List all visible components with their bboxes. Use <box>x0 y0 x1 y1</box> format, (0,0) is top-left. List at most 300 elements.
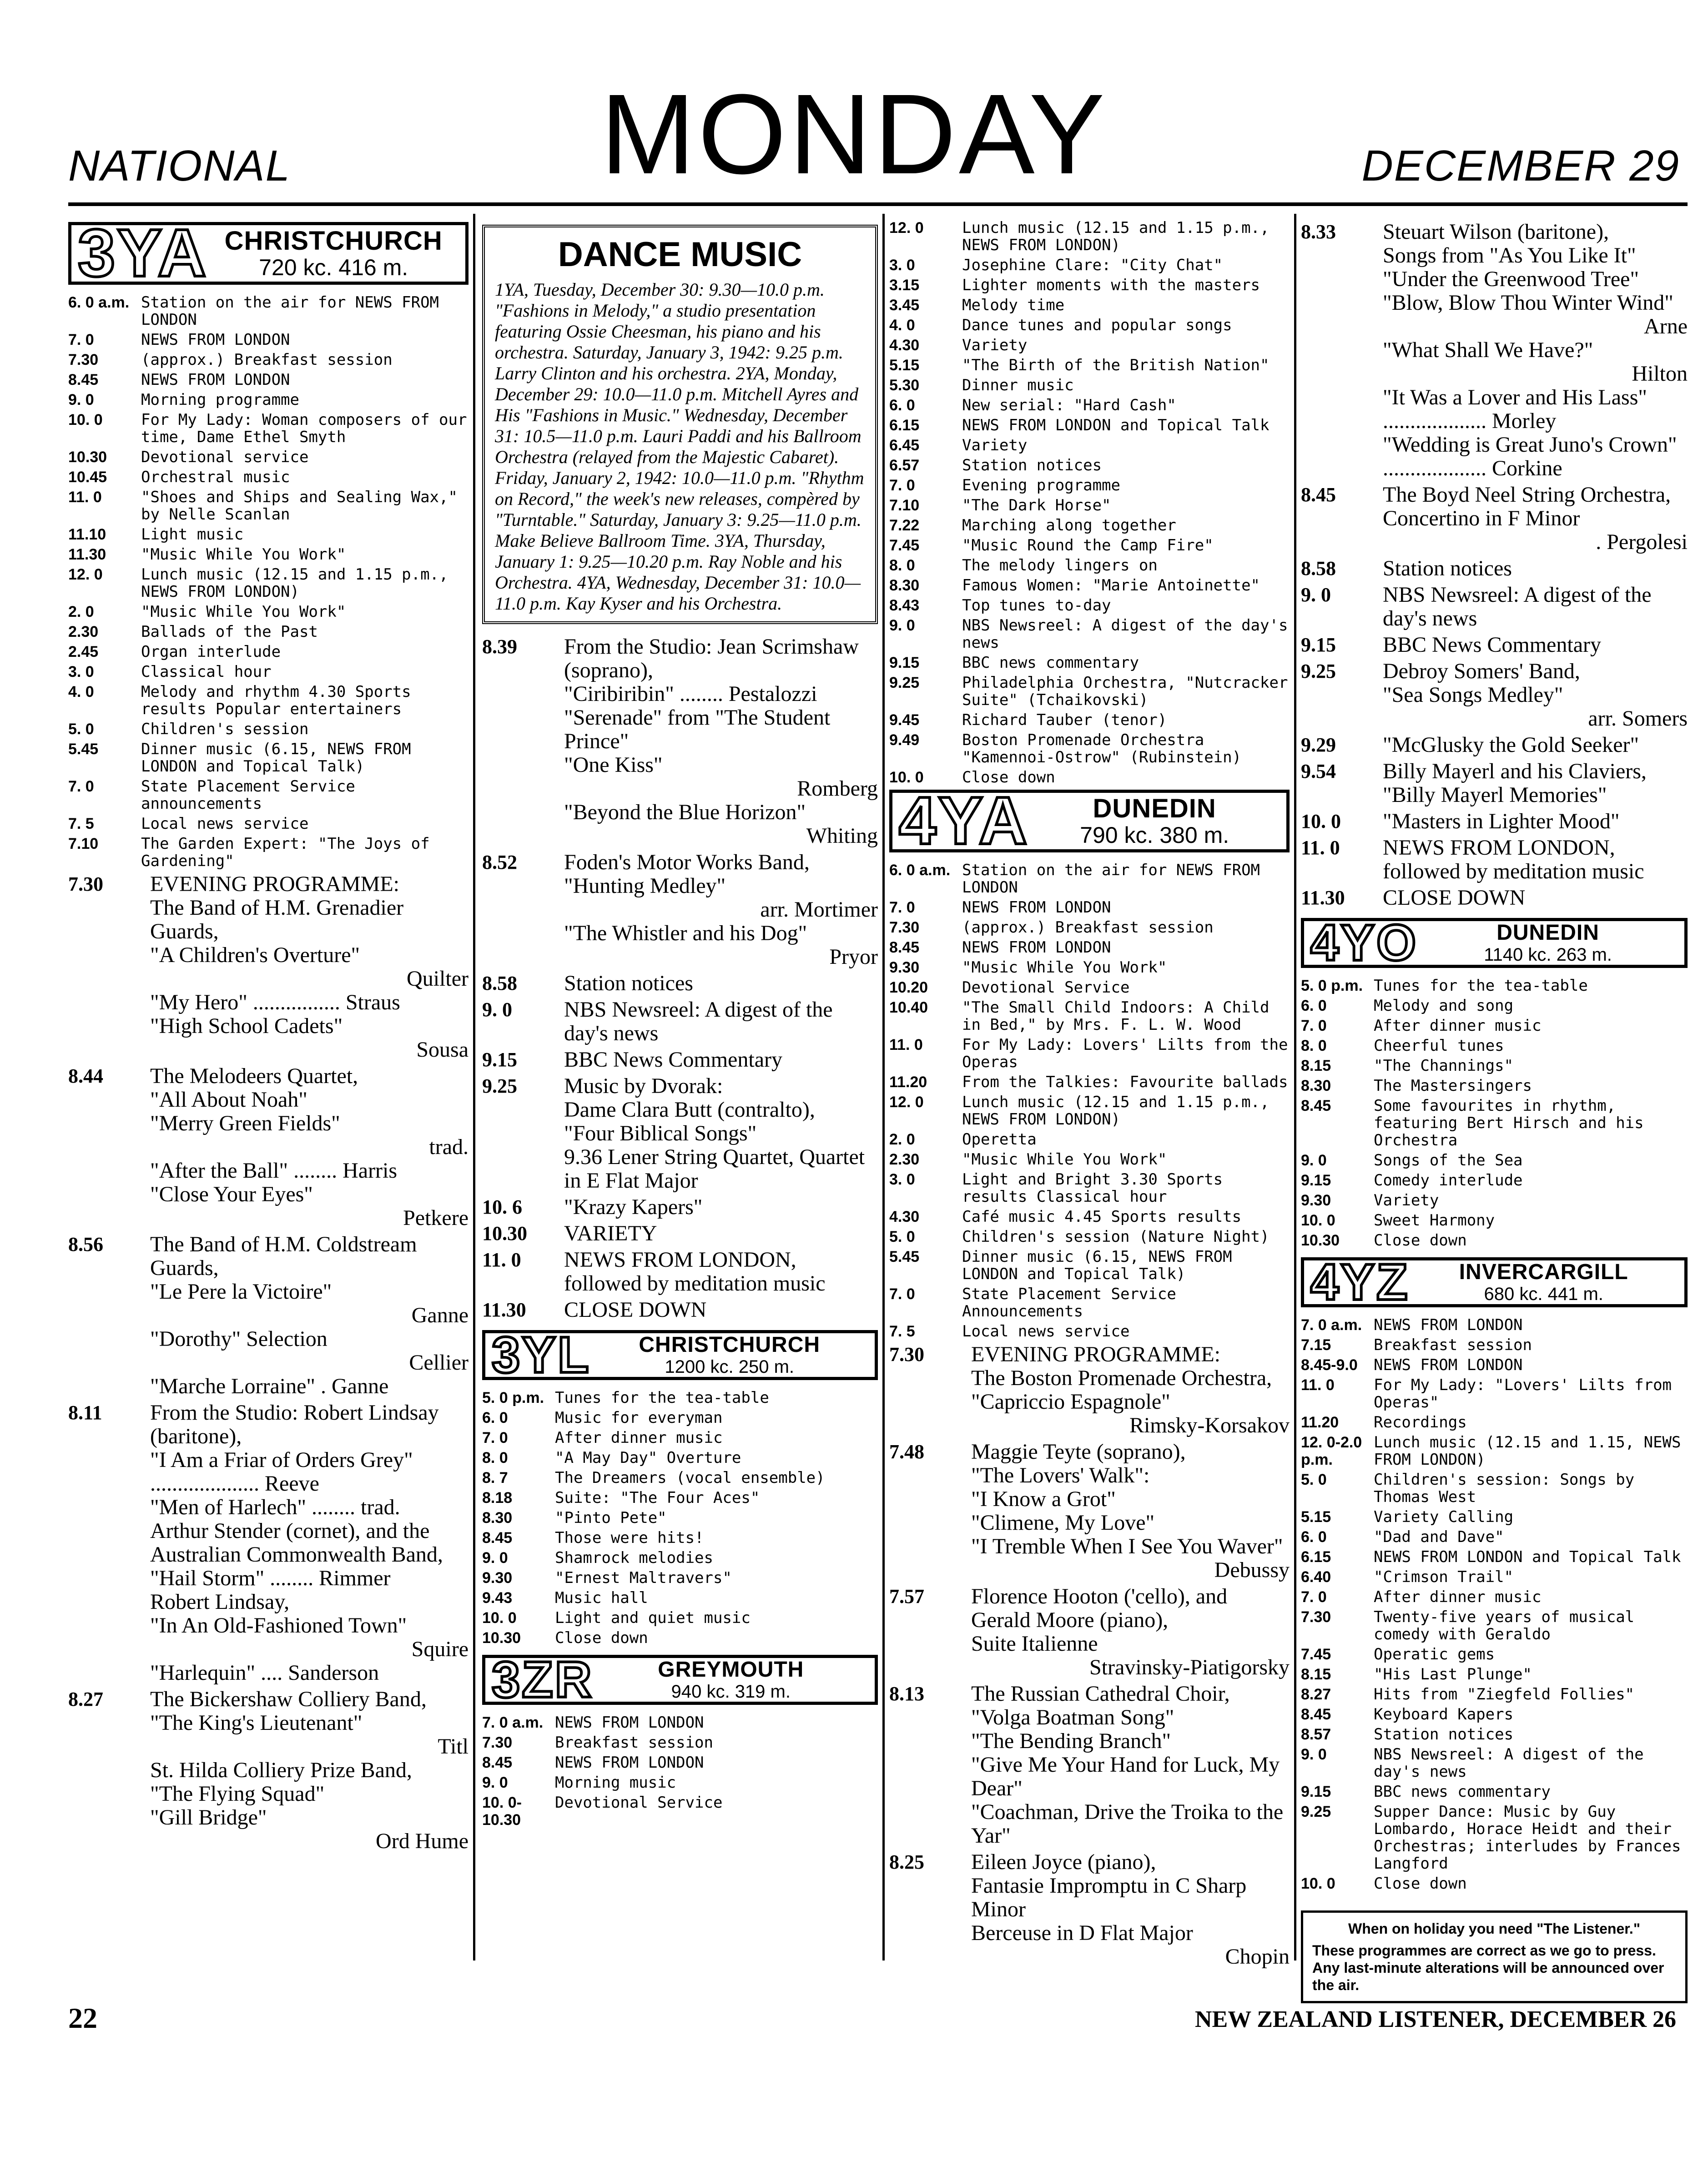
programme-text <box>564 1074 878 1193</box>
list-item <box>889 1323 1290 1340</box>
list-item <box>482 972 878 995</box>
list-item <box>1301 1568 1688 1586</box>
dance-music-box <box>482 225 878 624</box>
time-label: 8.25 <box>889 1851 924 1873</box>
time-label: 8.39 <box>482 635 517 658</box>
programme-text: Breakfast session <box>1374 1336 1532 1354</box>
programme-line: "Climene, My Love" <box>971 1511 1155 1535</box>
time-label: 8.45 <box>889 939 920 956</box>
programme-text: Evening programme <box>962 476 1120 494</box>
station-name: DUNEDIN <box>1093 794 1216 823</box>
list-item <box>1301 997 1688 1014</box>
programme-text <box>1383 633 1688 657</box>
time-label: 8.57 <box>1301 1726 1331 1743</box>
time-label: 6. 0 <box>889 397 915 414</box>
list-item <box>889 999 1290 1033</box>
time-label: 7.30 <box>482 1734 513 1751</box>
programme-line: Romberg <box>797 776 878 801</box>
time-label: 7.22 <box>889 517 920 534</box>
time-label: 2.30 <box>68 623 99 640</box>
programme-text: NBS Newsreel: A digest of the day's news <box>962 616 1288 652</box>
list-item <box>1301 1508 1688 1526</box>
programme-line: "Marche Lorraine" . Ganne <box>150 1374 389 1398</box>
time-label: 10. 0 <box>889 769 924 786</box>
programme-line: Songs from "As You Like It" <box>1383 243 1636 267</box>
list-item <box>68 469 469 486</box>
programme-text: New serial: "Hard Cash" <box>962 396 1176 414</box>
programme-line: "The Bending Branch" <box>971 1729 1171 1753</box>
time-label: 8.11 <box>68 1401 102 1424</box>
time-label: 11. 0 <box>1301 837 1340 859</box>
list-item <box>889 731 1290 766</box>
station-info <box>1409 1260 1678 1304</box>
programme-line: "After the Ball" ........ Harris <box>150 1159 398 1183</box>
list-item <box>1301 886 1688 910</box>
time-label: 10.45 <box>68 469 107 486</box>
programme-line: Cellier <box>409 1351 469 1375</box>
list-item <box>68 603 469 620</box>
list-item <box>68 294 469 328</box>
programme-line: Rimsky-Korsakov <box>1129 1413 1290 1437</box>
programme-line: "Wedding is Great Juno's Crown" ................... Corkine <box>1383 433 1677 480</box>
list-item <box>1301 1686 1688 1703</box>
programme-text <box>564 635 878 848</box>
programme-line: Berceuse in D Flat Major <box>971 1921 1193 1945</box>
time-label: 9. 0 <box>1301 584 1331 606</box>
station-badge <box>1301 1254 1688 1310</box>
page-title: MONDAY <box>600 71 1108 197</box>
programme-text <box>971 1585 1290 1679</box>
programme-text: Devotional Service <box>555 1794 723 1812</box>
list-item <box>68 623 469 640</box>
programme-line: CLOSE DOWN <box>1383 886 1526 910</box>
column-divider <box>882 214 885 1960</box>
programme-text: Operatic gems <box>1374 1645 1495 1663</box>
time-label: 10.40 <box>889 999 928 1016</box>
station-info <box>1418 921 1678 965</box>
list-item <box>482 1298 878 1322</box>
time-label: 5.15 <box>889 357 920 374</box>
time-label: 8.45 <box>482 1529 513 1547</box>
time-label: 8.45 <box>68 371 99 388</box>
list-item <box>1301 1232 1688 1249</box>
time-label: 2.30 <box>889 1151 920 1168</box>
programme-text: Devotional service <box>141 448 309 466</box>
programme-text: "A May Day" Overture <box>555 1449 741 1467</box>
programme-text: Variety <box>962 336 1028 354</box>
time-label: 6.15 <box>889 417 920 434</box>
time-label: 10. 6 <box>482 1196 522 1218</box>
programme-text: Variety Calling <box>1374 1508 1514 1526</box>
list-item <box>68 546 469 563</box>
list-item <box>1301 733 1688 757</box>
programme-text: Tunes for the tea-table <box>1374 977 1588 995</box>
time-label: 9.45 <box>889 711 920 729</box>
programme-text: The Garden Expert: "The Joys of Gardening" <box>141 835 430 870</box>
header-left: NATIONAL <box>68 141 291 190</box>
programme-text <box>1383 733 1688 757</box>
programme-line: VARIETY <box>564 1221 657 1245</box>
time-label: 10.30 <box>482 1629 521 1647</box>
programme-text: Local news service <box>141 815 309 833</box>
programme-text: "Music While You Work" <box>962 1150 1167 1169</box>
station-badge <box>482 1651 878 1708</box>
time-label: 9.43 <box>482 1589 513 1607</box>
station-call-sign: 3ZR <box>492 1651 594 1708</box>
column-4 <box>1301 218 1688 2003</box>
time-label: 3. 0 <box>889 1171 915 1188</box>
programme-text <box>1383 760 1688 807</box>
programme-text <box>150 1233 469 1398</box>
station-badge <box>482 1326 878 1383</box>
time-label: 6. 0 <box>1301 997 1327 1014</box>
programme-line: Debroy Somers' Band, <box>1383 659 1580 683</box>
list-item <box>482 1754 878 1771</box>
list-item <box>482 1569 878 1587</box>
station-frequency: 1200 kc. 250 m. <box>665 1357 794 1377</box>
list-item <box>889 577 1290 594</box>
station-frequency: 1140 kc. 263 m. <box>1484 945 1612 965</box>
programme-text: Cheerful tunes <box>1374 1037 1504 1055</box>
time-label: 8. 7 <box>482 1469 508 1487</box>
list-item <box>1301 977 1688 994</box>
programme-text: Songs of the Sea <box>1374 1151 1523 1169</box>
list-item <box>1301 1172 1688 1189</box>
header-rule <box>68 202 1688 206</box>
list-item <box>1301 557 1688 580</box>
list-item <box>68 1688 469 1853</box>
time-label: 8.45-9.0 <box>1301 1356 1358 1374</box>
list-item <box>1301 1316 1688 1334</box>
programme-text: After dinner music <box>1374 1017 1542 1035</box>
time-label: 9.30 <box>482 1569 513 1587</box>
programme-text <box>564 998 878 1045</box>
list-item <box>889 597 1290 614</box>
programme-line: "Hunting Medley" <box>564 874 726 898</box>
list-item <box>1301 1783 1688 1800</box>
time-label: 9.30 <box>1301 1192 1331 1209</box>
programme-line: CLOSE DOWN <box>564 1298 707 1322</box>
time-label: 7. 0 <box>889 477 915 494</box>
time-label: 7. 0 <box>1301 1588 1327 1606</box>
programme-line: From the Studio: Jean Scrimshaw (soprano), <box>564 635 859 682</box>
programme-line: "Volga Boatman Song" <box>971 1705 1174 1729</box>
time-label: 8. 0 <box>889 557 915 574</box>
time-label: 8. 0 <box>482 1449 508 1467</box>
time-label: 3. 0 <box>889 257 915 274</box>
time-label: 4.30 <box>889 337 920 354</box>
time-label: 5.30 <box>889 377 920 394</box>
list-item <box>889 457 1290 474</box>
notice-line: When on holiday you need "The Listener." <box>1348 1920 1640 1937</box>
time-label: 6.15 <box>1301 1548 1331 1566</box>
programme-line: "It Was a Lover and His Lass" ................... Morley <box>1383 385 1647 433</box>
time-label: 5. 0 <box>889 1228 915 1245</box>
column-divider <box>473 214 475 1960</box>
list-item <box>1301 1057 1688 1074</box>
programme-text: Operetta <box>962 1130 1037 1149</box>
programme-line: "Coachman, Drive the Troika to the Yar" <box>971 1800 1284 1848</box>
programme-line: Whiting <box>806 824 878 848</box>
list-item <box>68 411 469 446</box>
list-item <box>889 1850 1290 1969</box>
time-label: 7. 0 <box>68 331 94 348</box>
list-item <box>889 1151 1290 1168</box>
time-label: 10.30 <box>1301 1232 1340 1249</box>
list-item <box>889 1440 1290 1582</box>
programme-line: Florence Hooton ('cello), and Gerald Moore (piano), <box>971 1584 1228 1632</box>
list-item <box>482 1489 878 1507</box>
time-label: 11. 0 <box>68 489 102 506</box>
list-item <box>482 1195 878 1219</box>
programme-text: Hits from "Ziegfeld Follies" <box>1374 1685 1635 1703</box>
programme-text: Dinner music (6.15, NEWS FROM LONDON and Topical Talk) <box>962 1248 1232 1283</box>
programme-text: Variety <box>1374 1191 1439 1210</box>
list-item <box>482 1549 878 1567</box>
programme-text: Variety <box>962 436 1028 454</box>
programme-line: The Boston Promenade Orchestra, <box>971 1366 1272 1390</box>
list-item <box>889 397 1290 414</box>
time-label: 7.45 <box>1301 1646 1331 1663</box>
list-item <box>1301 1706 1688 1723</box>
list-item <box>68 683 469 718</box>
list-item <box>889 337 1290 354</box>
programme-line: "Beyond the Blue Horizon" <box>564 800 806 824</box>
list-item <box>68 351 469 368</box>
time-label: 10. 0 <box>1301 1875 1335 1892</box>
time-label: 4.30 <box>889 1208 920 1225</box>
programme-text <box>971 1682 1290 1848</box>
programme-line: "Hail Storm" ........ Rimmer <box>150 1566 391 1590</box>
time-label: 10. 0 <box>1301 1212 1335 1229</box>
time-label: 9.15 <box>1301 634 1336 656</box>
programme-text: Supper Dance: Music by Guy Lombardo, Horace Heidt and their Orchestras; interludes by Frances Langford <box>1374 1803 1681 1873</box>
time-label: 11.30 <box>482 1299 526 1321</box>
list-item <box>889 959 1290 976</box>
programme-text: For My Lady: Woman composers of our time, Dame Ethel Smyth <box>141 411 467 446</box>
time-label: 5.45 <box>889 1248 920 1265</box>
programme-line: "The Flying Squad" <box>150 1782 325 1806</box>
programme-text: Lunch music (12.15 and 1.15 p.m., NEWS FROM LONDON) <box>962 1093 1270 1129</box>
list-item <box>482 1794 878 1829</box>
list-item <box>889 377 1290 394</box>
time-label: 8.15 <box>1301 1666 1331 1683</box>
list-item <box>889 654 1290 671</box>
list-item <box>889 497 1290 514</box>
programme-text: The melody lingers on <box>962 556 1158 575</box>
station-call-sign: 3YA <box>78 216 208 291</box>
time-label: 8.45 <box>1301 1097 1331 1114</box>
time-label: 10. 0-10.30 <box>482 1794 522 1829</box>
programme-text: BBC news commentary <box>962 654 1139 672</box>
programme-text <box>564 1248 878 1295</box>
time-label: 7. 0 a.m. <box>1301 1316 1362 1334</box>
list-item <box>889 1036 1290 1071</box>
programme-text: Children's session: Songs by Thomas West <box>1374 1471 1635 1506</box>
time-label: 7.10 <box>68 835 99 852</box>
programme-text: Ballads of the Past <box>141 623 318 641</box>
programme-line: Pryor <box>829 945 878 969</box>
programme-text: Marching along together <box>962 516 1176 534</box>
programme-text: Station on the air for NEWS FROM LONDON <box>962 861 1260 897</box>
programme-text <box>971 1343 1290 1437</box>
programme-line: BBC News Commentary <box>1383 633 1601 657</box>
programme-text: Lighter moments with the masters <box>962 276 1260 294</box>
time-label: 10.30 <box>68 449 107 466</box>
list-item <box>1301 1646 1688 1663</box>
list-item <box>1301 1212 1688 1229</box>
list-item <box>889 1285 1290 1320</box>
programme-text: After dinner music <box>555 1429 723 1447</box>
programme-line: "Billy Mayerl Memories" <box>1383 783 1607 807</box>
programme-line: NEWS FROM LONDON, followed by meditation music <box>1383 836 1644 883</box>
list-item <box>889 257 1290 274</box>
station-call-sign: 4YA <box>899 783 1029 858</box>
programme-text: Melody and song <box>1374 997 1514 1015</box>
time-label: 9.25 <box>889 674 920 691</box>
programme-line: . Pergolesi <box>1596 530 1688 554</box>
programme-line: Sousa <box>416 1038 469 1062</box>
programme-text: Café music 4.45 Sports results <box>962 1208 1242 1226</box>
time-label: 9.15 <box>889 654 920 671</box>
list-item <box>482 1774 878 1791</box>
programme-line: "Gill Bridge" <box>150 1805 267 1829</box>
page-number: 22 <box>68 2002 97 2034</box>
time-label: 7.48 <box>889 1441 924 1463</box>
time-label: 6. 0 <box>1301 1528 1327 1546</box>
programme-line: Stravinsky-Piatigorsky <box>1089 1655 1290 1679</box>
programme-text: "The Small Child Indoors: A Child in Bed," by Mrs. F. L. W. Wood <box>962 998 1270 1034</box>
programme-text: "The Birth of the British Nation" <box>962 356 1270 374</box>
programme-text: NEWS FROM LONDON <box>962 898 1111 917</box>
list-item <box>889 674 1290 709</box>
list-item <box>482 1389 878 1406</box>
programme-text: Some favourites in rhythm, featuring Bert Hirsch and his Orchestra <box>1374 1097 1644 1149</box>
programme-text: State Placement Service Announcements <box>962 1285 1176 1320</box>
list-item <box>482 1449 878 1467</box>
list-item <box>889 862 1290 896</box>
list-item <box>1301 220 1688 480</box>
header-date: DECEMBER 29 <box>1361 141 1680 190</box>
station-name: GREYMOUTH <box>658 1658 804 1682</box>
time-label: 8.18 <box>482 1489 513 1507</box>
programme-text: Close down <box>1374 1875 1467 1893</box>
list-item <box>482 1048 878 1072</box>
list-item <box>68 566 469 600</box>
list-item <box>482 1509 878 1527</box>
time-label: 11.20 <box>1301 1414 1339 1431</box>
list-item <box>1301 1037 1688 1054</box>
programme-text: Light music <box>141 525 244 544</box>
programme-text: NEWS FROM LONDON <box>555 1714 704 1732</box>
list-item <box>889 919 1290 936</box>
programme-text: Music for everyman <box>555 1409 723 1427</box>
programme-line: Foden's Motor Works Band, <box>564 850 810 874</box>
time-label: 9.25 <box>1301 660 1336 682</box>
programme-line: Quilter <box>407 967 469 991</box>
list-item <box>482 851 878 969</box>
time-label: 8.30 <box>482 1509 513 1527</box>
list-item <box>482 1629 878 1647</box>
time-label: 4. 0 <box>68 683 94 701</box>
programme-text: Morning programme <box>141 391 299 409</box>
column-1 <box>68 218 469 1856</box>
station-call-sign: 4YO <box>1310 914 1418 971</box>
programme-text: Orchestral music <box>141 468 290 486</box>
programme-text <box>1383 583 1688 630</box>
station-name: INVERCARGILL <box>1459 1260 1628 1284</box>
time-label: 12. 0 <box>889 1094 924 1111</box>
time-label: 8.58 <box>1301 557 1336 580</box>
programme-text: Tunes for the tea-table <box>555 1389 769 1407</box>
programme-text <box>564 1195 878 1219</box>
station-call-sign: 3YL <box>492 1326 591 1383</box>
station-frequency: 940 kc. 319 m. <box>671 1682 791 1702</box>
time-label: 5.45 <box>68 741 99 758</box>
time-label: 9.49 <box>889 731 920 749</box>
programme-line: "One Kiss" <box>564 753 663 777</box>
time-label: 11. 0 <box>1301 1376 1335 1394</box>
time-label: 9.30 <box>889 959 920 976</box>
station-badge <box>68 216 469 291</box>
time-label: 5. 0 <box>68 721 94 738</box>
dance-music-text: 1YA, Tuesday, December 30: 9.30—10.0 p.m. "Fashions in Melody," a studio presentation featuring Ossie Cheesman, his piano and his orchestra. Saturday, January 3, 1942: 9.25 p.m. Larry Clinton and his orchestra. 2YA, Monday, December 29: 10.0—11.0 p.m. Mitchell Ayres and His "Fashions in Music." Wednesday, December 31: 10.5—11.0 p.m. Lauri Paddi and his Ballroom Orchestra (relayed from the Majestic Cabaret). Friday, January 2, 1942: 10.0—11.0 p.m. "Rhythm on Record," the week's new releases, compèred by "Turntable." Saturday, January 3: 9.25—11.0 p.m. Make Believe Ballroom Time. 3YA, Thursday, January 1: 9.25—10.20 p.m. Ray Noble and his Orchestra. 4YA, Wednesday, December 31: 10.0—11.0 p.m. Kay Kyser and his Orchestra. <box>495 279 864 614</box>
time-label: 3.15 <box>889 277 920 294</box>
list-item <box>1301 760 1688 807</box>
list-item <box>1301 633 1688 657</box>
programme-line: NBS Newsreel: A digest of the day's news <box>564 998 833 1045</box>
programme-line: Station notices <box>564 971 693 995</box>
time-label: 7. 0 <box>68 778 94 795</box>
time-label: 8.30 <box>1301 1077 1331 1094</box>
programme-text: "Dad and Dave" <box>1374 1528 1504 1546</box>
programme-line: "Harlequin" .... Sanderson <box>150 1661 379 1685</box>
programme-text: "Music While You Work" <box>962 958 1167 977</box>
notice-line: These programmes are correct as we go to press. Any last-minute alterations will be announced over the air. <box>1312 1942 1664 1993</box>
list-item <box>1301 836 1688 883</box>
programme-line: Hilton <box>1632 362 1688 386</box>
programme-text <box>1383 557 1688 580</box>
station-badge <box>1301 914 1688 971</box>
programme-text: Light and quiet music <box>555 1609 751 1627</box>
station-frequency: 790 kc. 380 m. <box>1080 822 1229 848</box>
time-label: 5. 0 p.m. <box>1301 977 1363 994</box>
programme-text: NEWS FROM LONDON <box>555 1754 704 1772</box>
programme-line: 9.36 Lener String Quartet, Quartet in E Flat Major <box>564 1145 865 1193</box>
programme-line: St. Hilda Colliery Prize Band, <box>150 1758 412 1782</box>
programme-line: EVENING PROGRAMME: <box>150 872 400 896</box>
time-label: 8.13 <box>889 1683 924 1705</box>
programme-text: Station notices <box>962 456 1102 474</box>
programme-text: NEWS FROM LONDON <box>141 331 290 349</box>
programme-text: Twenty-five years of musical comedy with Geraldo <box>1374 1608 1635 1643</box>
station-call-sign: 4YZ <box>1310 1254 1410 1310</box>
programme-text: Children's session (Nature Night) <box>962 1228 1270 1246</box>
programme-line: "High School Cadets" <box>150 1014 343 1038</box>
programme-line: "My Hero" ................ Straus <box>150 990 400 1014</box>
station-info <box>1029 795 1280 847</box>
time-label: 6. 0 a.m. <box>68 294 130 311</box>
list-item <box>889 1585 1290 1679</box>
programme-line: "Capriccio Espagnole" <box>971 1390 1170 1414</box>
time-label: 12. 0 <box>889 219 924 237</box>
programme-line: Suite Italienne <box>971 1632 1098 1656</box>
programme-text: State Placement Service announcements <box>141 777 355 813</box>
list-item <box>68 391 469 408</box>
programme-text: "His Last Plunge" <box>1374 1665 1532 1683</box>
programme-line: "Sea Songs Medley" <box>1383 683 1563 707</box>
time-label: 9. 0 <box>482 998 512 1021</box>
